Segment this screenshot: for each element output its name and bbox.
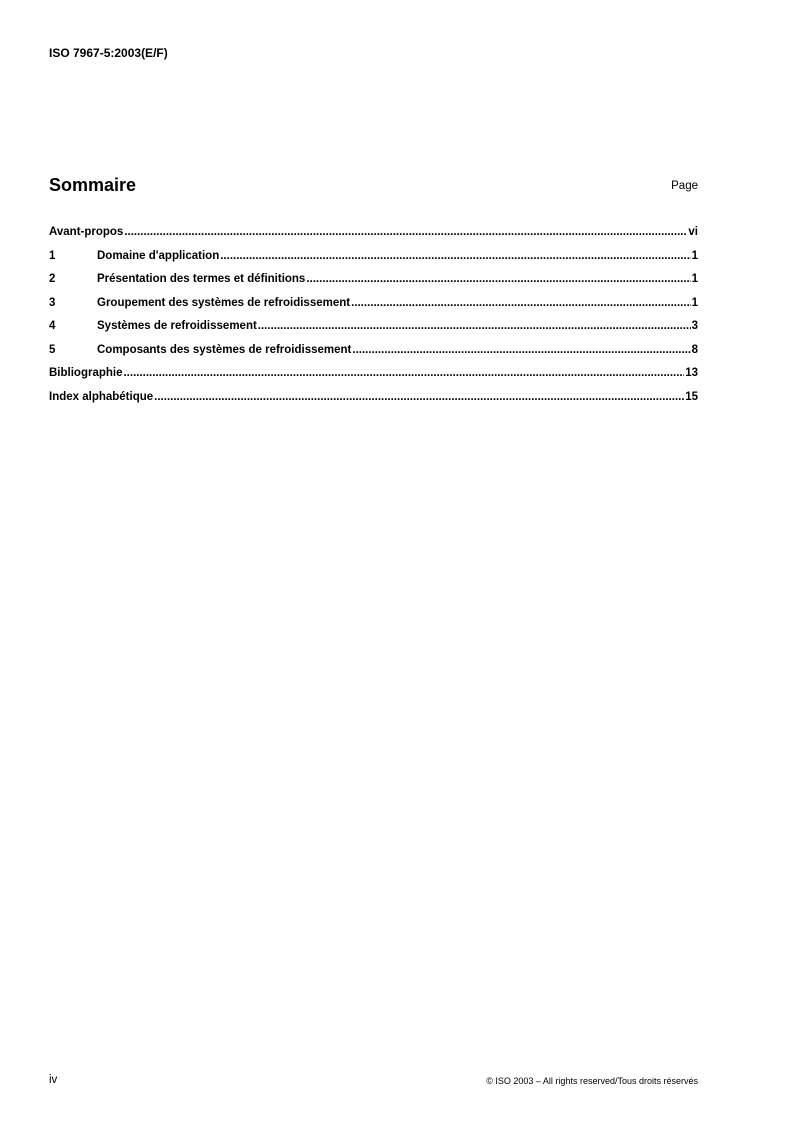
footer-copyright: © ISO 2003 – All rights reserved/Tous droits réservés	[486, 1076, 698, 1086]
toc-entry-label[interactable]: Systèmes de refroidissement	[97, 320, 257, 332]
toc-entry-4[interactable]	[49, 320, 698, 344]
toc-entry-label[interactable]: Composants des systèmes de refroidissement	[97, 343, 352, 356]
dot-leader	[351, 297, 691, 309]
toc-entry-3[interactable]	[49, 297, 698, 321]
dot-leader	[306, 273, 690, 285]
toc-entry-number: 4	[49, 320, 56, 332]
toc-entry-page: 15	[685, 390, 698, 403]
toc-entry-label[interactable]: Bibliographie	[49, 367, 123, 379]
toc-entry-page: 1	[691, 249, 698, 262]
toc-entry-page: vi	[688, 226, 698, 238]
toc-entry-number: 5	[49, 343, 56, 356]
toc-entry-label[interactable]: Groupement des systèmes de refroidissement	[97, 296, 351, 309]
toc-entry-bibliographie[interactable]	[49, 367, 698, 391]
toc-entry-page: 3	[691, 320, 698, 332]
toc-entry-number: 1	[49, 249, 56, 262]
toc-entry-page: 1	[691, 273, 698, 285]
toc-entry-label[interactable]: Avant-propos	[49, 226, 124, 238]
toc-entry-label[interactable]: Domaine d'application	[97, 249, 220, 262]
page-column-label: Page	[671, 180, 698, 192]
toc-entry-page: 8	[691, 343, 698, 356]
footer-page-number: iv	[49, 1074, 58, 1086]
dot-leader	[258, 320, 691, 332]
toc-entry-index[interactable]	[49, 391, 698, 415]
toc-title: Sommaire	[49, 175, 137, 195]
dot-leader	[220, 250, 690, 262]
document-id: ISO 7967-5:2003(E/F)	[49, 46, 168, 60]
dot-leader	[123, 367, 684, 379]
toc-entry-avant-propos[interactable]	[49, 226, 698, 250]
toc-entry-label[interactable]: Présentation des termes et définitions	[97, 273, 306, 285]
toc-entry-number: 2	[49, 273, 56, 285]
toc-entry-page: 13	[685, 367, 698, 379]
toc-entry-page: 1	[691, 296, 698, 309]
dot-leader	[352, 344, 690, 356]
dot-leader	[154, 391, 684, 403]
toc-title-row	[49, 175, 698, 199]
table-of-contents	[49, 226, 698, 414]
toc-entry-number: 3	[49, 296, 56, 309]
toc-entry-5[interactable]	[49, 344, 698, 368]
dot-leader	[124, 226, 687, 238]
toc-entry-2[interactable]	[49, 273, 698, 297]
toc-entry-1[interactable]	[49, 250, 698, 274]
toc-entry-label[interactable]: Index alphabétique	[49, 390, 154, 403]
